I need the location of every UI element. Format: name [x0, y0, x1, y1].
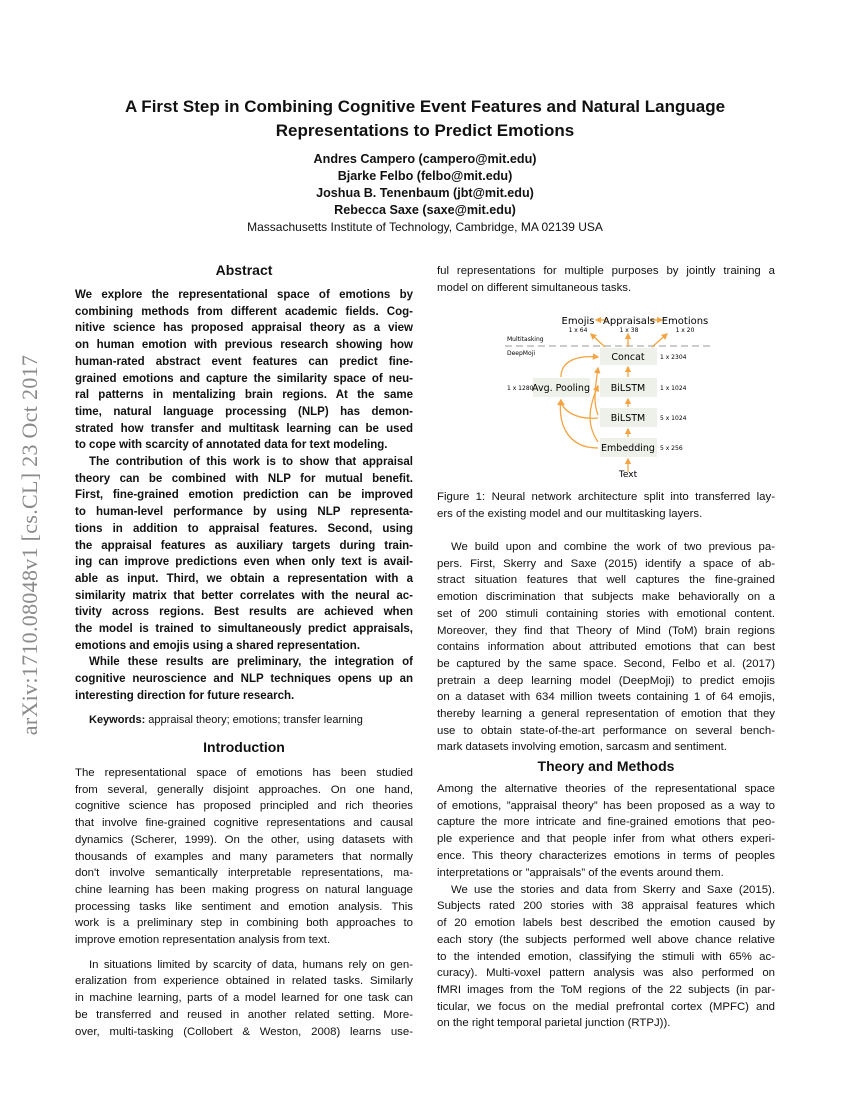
theory-paragraph-line: Among the alternative theories of the representational space	[437, 783, 775, 795]
abstract-paragraph-line: ing can improve predictions even when only text is avail-	[75, 556, 413, 569]
introduction-paragraph-line: Moreover, they find that Theory of Mind (ToM) brain regions	[437, 624, 775, 637]
introduction-paragraph-line: use to obtain state-of-the-art performance on several bench-	[437, 724, 775, 737]
figure-1-caption-line: ers of the existing model and our multitasking layers.	[437, 507, 703, 520]
abstract-paragraph-line: able as input. Third, we obtain a representation with a	[75, 572, 413, 585]
abstract-paragraph-line: First, fine-grained emotion prediction can be improved	[75, 489, 413, 502]
avg-pooling-label: Avg. Pooling	[532, 383, 590, 394]
concat-dim: 1 x 2304	[660, 354, 687, 361]
output-appraisals: Appraisals	[603, 316, 655, 327]
introduction-paragraph-line: work is a preliminary step in combining both approaches to	[75, 917, 413, 930]
paper-title-line-1: A First Step in Combining Cognitive Event Features and Natural Language	[124, 97, 726, 116]
output-emojis: Emojis	[561, 316, 595, 327]
bilstm-top-dim: 1 x 1024	[660, 385, 687, 392]
abstract-paragraph-line: theory can be combined with NLP for mutual benefit.	[75, 472, 413, 485]
introduction-paragraph-line: pers. First, Skerry and Saxe (2015) identify a space of ab-	[437, 557, 775, 570]
author: Andres Campero (campero@mit.edu)	[313, 152, 537, 166]
abstract-paragraph-line: combining methods from different academic fields. Cog-	[75, 305, 413, 318]
introduction-paragraph-line: be transferred and reused in another related setting. More-	[75, 1008, 413, 1021]
keywords-label: Keywords:	[89, 714, 146, 726]
introduction-paragraph-line: that involve fine-grained cognitive representations and causal	[75, 817, 413, 830]
bilstm-bottom-dim: 5 x 1024	[660, 415, 687, 422]
introduction-paragraph-continued-line: ful representations for multiple purposes by jointly training a	[437, 265, 775, 277]
theory-and-methods-heading: Theory and Methods	[537, 758, 675, 774]
output-emotions-dim: 1 x 20	[675, 327, 695, 334]
theory-paragraph-line: interpretations or ”appraisals” of the events around them.	[437, 866, 724, 879]
keywords-text: appraisal theory; emotions; transfer learning	[145, 714, 363, 726]
introduction-paragraph-line: don't involve semantically interpretable representations, ma-	[75, 867, 413, 880]
theory-paragraph-line: ticular, we focus on the medial prefrontal cortex (MPFC) and	[437, 1000, 775, 1013]
introduction-paragraph-line: stract situation features that well captures the fine-grained	[437, 574, 775, 587]
theory-paragraph-line: curacy). Multi-voxel pattern analysis was also performed on	[437, 967, 775, 980]
theory-paragraph-line: of 20 emotion labels best described the emotion caused by	[437, 917, 775, 930]
introduction-paragraph-line: thousands of examples and many parameters that normally	[75, 850, 413, 863]
theory-paragraph-line: Subjects rated 200 stories with 38 appraisal features which	[437, 900, 775, 913]
output-emojis-dim: 1 x 64	[568, 327, 588, 334]
introduction-paragraph-line: chine learning has been making progress on natural language	[75, 883, 413, 896]
introduction-paragraph-line: on a dataset with 634 million tweets containing 1 of 64 emojis,	[437, 691, 775, 704]
abstract-paragraph-line: We explore the representational space of emotions by	[75, 289, 413, 301]
affiliation: Massachusetts Institute of Technology, Cambridge, MA 02139 USA	[247, 220, 603, 234]
introduction-paragraph-line: emotion discrimination that subjects make behaviorally on a	[437, 591, 775, 604]
theory-paragraph-line: on the right temporal parietal junction (RTPJ)).	[437, 1017, 671, 1030]
abstract-paragraph-line: nitive science has proposed appraisal theory as a view	[75, 322, 413, 335]
introduction-paragraph-line: processing tasks like sentiment and emotion analysis. This	[75, 900, 413, 913]
introduction-paragraph-line: eralization from experience obtained in related tasks. Similarly	[75, 975, 413, 988]
theory-paragraph-line: to the intended emotion, classifying the stimuli with 65% ac-	[437, 950, 775, 963]
abstract-heading: Abstract	[215, 262, 273, 278]
introduction-paragraph-line: from several, generally disjoint approaches. On one hand,	[75, 783, 413, 796]
abstract-paragraph-line: the model is trained to simultaneously predict appraisals,	[75, 623, 413, 635]
abstract-paragraph-line: emotions and emojis using a shared representation.	[75, 639, 361, 652]
abstract-paragraph-line: ral patterns in mentalizing brain regions. At the same	[75, 389, 413, 402]
abstract-paragraph-line: tivity across regions. Best results are achieved when	[75, 606, 413, 619]
input-text-label: Text	[618, 470, 638, 480]
bilstm-top-label: BiLSTM	[610, 383, 646, 394]
abstract-paragraph-line: to human-level performance by using NLP representa-	[75, 506, 413, 519]
introduction-paragraph-line: In situations limited by scarcity of data, humans rely on gen-	[89, 958, 413, 971]
introduction-paragraph-line: thereby learning a general representation of emotion that they	[437, 708, 775, 720]
multitasking-label: Multitasking	[507, 336, 544, 343]
introduction-paragraph-line: in machine learning, parts of a model learned for one task can	[75, 992, 413, 1005]
theory-paragraph-line: of emotions, ”appraisal theory” has been proposed as a way to	[437, 799, 775, 812]
abstract-paragraph-line: similarity matrix that better correlates with the neural ac-	[75, 589, 413, 602]
introduction-heading: Introduction	[203, 739, 285, 755]
introduction-paragraph-line: We build upon and combine the work of two previous pa-	[451, 541, 775, 553]
author: Joshua B. Tenenbaum (jbt@mit.edu)	[316, 186, 534, 200]
paper-title-line-2: Representations to Predict Emotions	[275, 121, 575, 140]
introduction-paragraph-line: The representational space of emotions has been studied	[75, 767, 413, 779]
introduction-paragraph-continued-line: model on different simultaneous tasks.	[437, 281, 632, 294]
abstract-paragraph-line: tions in addition to appraisal features. Second, using	[75, 522, 413, 535]
introduction-paragraph-line: dynamics (Scherer, 1999). On the other, using datasets with	[75, 833, 413, 846]
abstract-paragraph-line: on human emotion with previous research showing how	[75, 339, 413, 352]
theory-paragraph-line: ence. This theory characterizes emotions in terms of peoples	[437, 849, 775, 862]
theory-paragraph-line: ple experience and that people infer from what others experi-	[437, 833, 775, 846]
theory-paragraph-line: We use the stories and data from Skerry and Saxe (2015).	[451, 883, 775, 896]
introduction-paragraph-line: contains information about attributed emotions that can best	[437, 641, 775, 654]
introduction-paragraph-line: pretrain a deep learning model (DeepMoji) to predict emojis	[437, 674, 775, 687]
abstract-paragraph-line: the appraisal features as auxiliary targets during train-	[75, 539, 413, 552]
abstract-paragraph-line: grained emotions and capture the similarity space of neu-	[75, 372, 413, 385]
author: Bjarke Felbo (felbo@mit.edu)	[337, 169, 513, 183]
introduction-paragraph-line: set of 200 stimuli containing stories with emotional content.	[437, 607, 775, 620]
avg-pooling-dim: 1 x 1280	[507, 385, 534, 392]
introduction-paragraph-line: be captured by the same space. Second, Felbo et al. (2017)	[437, 657, 775, 670]
abstract-paragraph-line: to cope with scarcity of annotated data for text modeling.	[75, 439, 388, 452]
abstract-paragraph-line: time, natural language processing (NLP) has demon-	[75, 405, 413, 418]
arxiv-identifier-stamp: arXiv:1710.08048v1 [cs.CL] 23 Oct 2017	[17, 354, 42, 736]
figure-1-caption-line: Figure 1: Neural network architecture split into transferred lay-	[437, 491, 775, 503]
abstract-paragraph-line: The contribution of this work is to show that appraisal	[89, 456, 413, 468]
deepmoji-label: DeepMoji	[507, 350, 535, 357]
output-appraisals-dim: 1 x 38	[619, 327, 639, 334]
introduction-paragraph-line: improve emotion representation analysis from text.	[75, 934, 331, 946]
abstract-paragraph-line: interesting direction for future research.	[75, 689, 295, 702]
abstract-paragraph-line: strated how transfer and multitask learning can be used	[75, 422, 413, 435]
embedding-label: Embedding	[601, 443, 655, 454]
theory-paragraph-line: each story (the subjects performed well above chance relative	[437, 933, 775, 946]
embedding-dim: 5 x 256	[660, 445, 683, 452]
introduction-paragraph-line: cognitive science has proposed principled and rich theories	[75, 800, 413, 813]
output-emotions: Emotions	[661, 316, 709, 327]
introduction-paragraph-line: over, multi-tasking (Collobert & Weston, 2008) learns use-	[75, 1025, 413, 1038]
author: Rebecca Saxe (saxe@mit.edu)	[334, 203, 516, 217]
abstract-paragraph-line: While these results are preliminary, the integration of	[89, 656, 413, 669]
bilstm-bottom-label: BiLSTM	[610, 413, 646, 424]
abstract-paragraph-line: cognitive neuroscience and NLP techniques opens up an	[75, 673, 413, 686]
theory-paragraph-line: capture the more intricate and fine-grained emotions that peo-	[437, 816, 775, 829]
concat-label: Concat	[611, 352, 645, 363]
abstract-paragraph-line: human-rated abstract event features can predict fine-	[75, 355, 413, 368]
theory-paragraph-line: fMRI images from the ToM regions of the 22 subjects (in par-	[437, 983, 775, 996]
introduction-paragraph-line: mark datasets involving emotion, sarcasm and sentiment.	[437, 741, 727, 754]
